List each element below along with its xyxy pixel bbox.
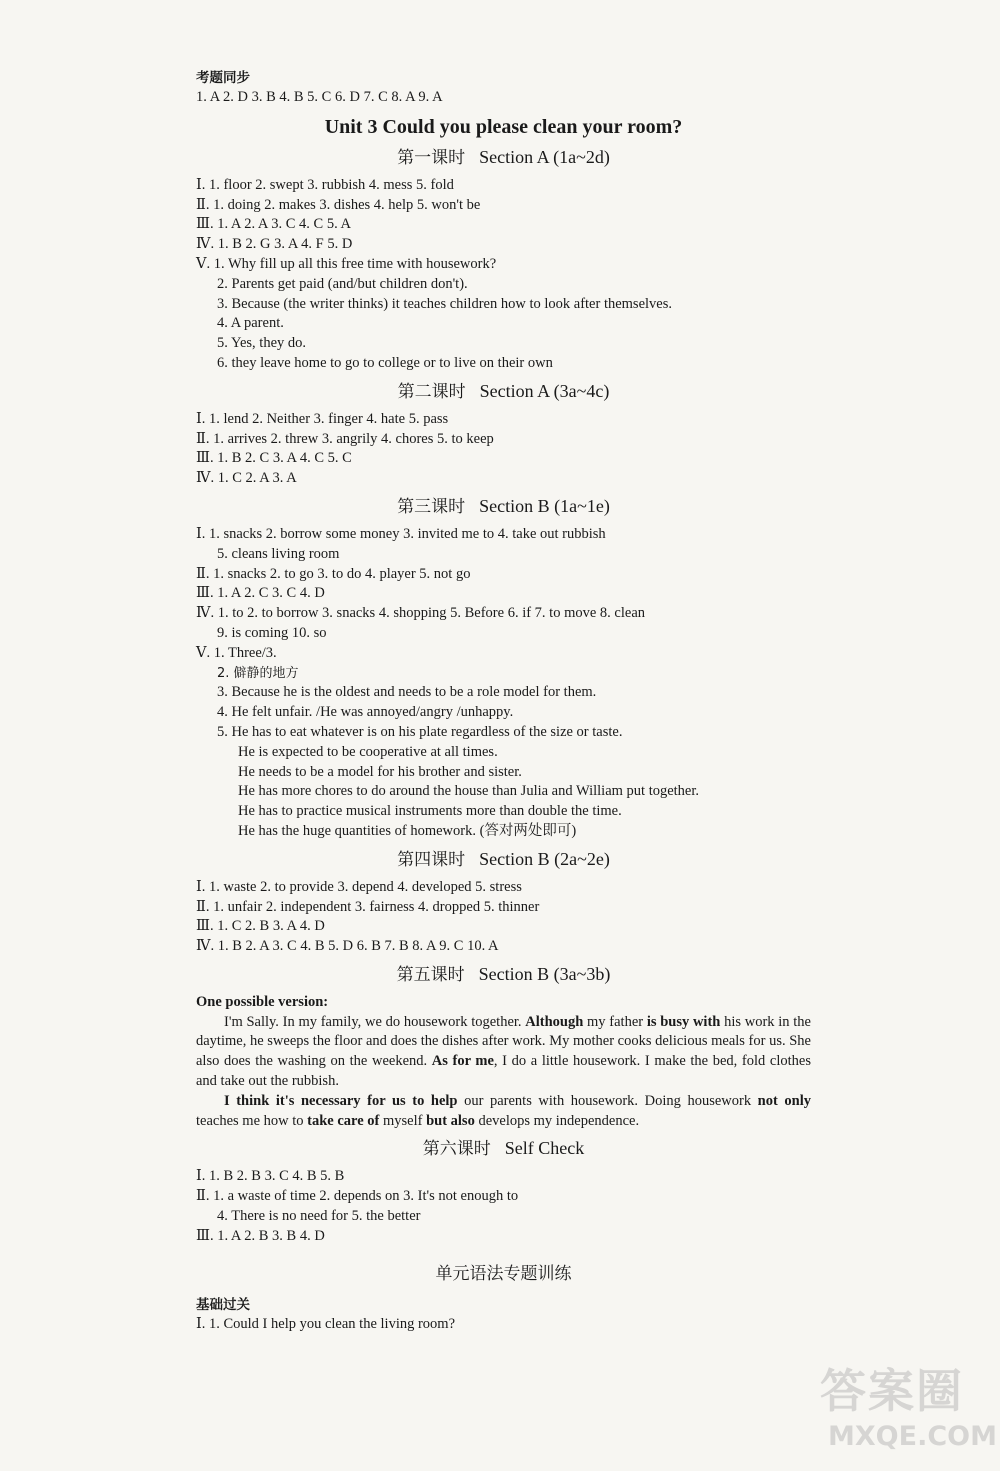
lesson-section: Section B (2a~2e): [479, 848, 610, 869]
essay-bold-phrase: but also: [426, 1112, 475, 1129]
essay-bold-phrase: is busy with: [646, 1013, 721, 1030]
lesson-heading: [196, 846, 811, 873]
lesson-heading: [196, 378, 811, 405]
grammar-subheading: 基础过关: [196, 1296, 250, 1313]
essay-text: develops my independence.: [474, 1112, 640, 1129]
answer-page: [196, 68, 811, 1334]
lesson-heading: [196, 961, 811, 988]
answer-subline: 3. Because (the writer thinks) it teaches children how to look after themselves.: [217, 295, 672, 312]
answer-subline: 3. Because he is the oldest and needs to be a role model for them.: [217, 684, 597, 701]
lesson-number: 第二课时: [397, 381, 466, 402]
lesson-number: 第五课时: [396, 964, 465, 985]
answer-line: Ⅰ. 1. waste 2. to provide 3. depend 4. developed 5. stress: [196, 878, 522, 895]
answer-subline: 4. He felt unfair. /He was annoyed/angry /unhappy.: [217, 704, 514, 721]
lesson-heading: [196, 493, 811, 520]
answer-subline: He has more chores to do around the house than Julia and William put together.: [238, 783, 700, 800]
answer-subline: 2. Parents get paid (and/but children don't).: [217, 275, 468, 292]
answer-subline: He needs to be a model for his brother and sister.: [238, 763, 522, 780]
answer-subline: 9. is coming 10. so: [217, 624, 327, 641]
essay-bold-phrase: Although: [525, 1013, 584, 1030]
lesson-heading: [196, 1135, 811, 1162]
answer-line: Ⅲ. 1. A 2. A 3. C 4. C 5. A: [196, 216, 351, 233]
essay-text: I'm Sally. In my family, we do housework together.: [224, 1013, 526, 1030]
answer-line: Ⅰ. 1. lend 2. Neither 3. finger 4. hate 5. pass: [196, 410, 449, 427]
essay-paragraph: [196, 1092, 811, 1132]
answer-line: Ⅰ. 1. B 2. B 3. C 4. B 5. B: [196, 1168, 345, 1185]
section-heading-kaoti: 考题同步: [196, 70, 250, 86]
essay-text: myself: [379, 1112, 427, 1129]
essay-bold-phrase: I think it's necessary for us to help: [224, 1092, 458, 1109]
answer-subline: [196, 664, 811, 684]
answer-subline: 6. they leave home to go to college or to live on their own: [217, 354, 553, 371]
answer-subline: 5. He has to eat whatever is on his plate regardless of the size or taste.: [217, 723, 623, 740]
answer-line: Ⅲ. 1. C 2. B 3. A 4. D: [196, 918, 325, 935]
answer-subline: He has the huge quantities of homework. (答对两处即可): [238, 822, 577, 839]
answer-line: Ⅱ. 1. arrives 2. threw 3. angrily 4. chores 5. to keep: [196, 430, 494, 447]
answer-subline: He is expected to be cooperative at all times.: [238, 743, 498, 760]
grammar-title: 单元语法专题训练: [435, 1263, 572, 1284]
answer-subline: 4. A parent.: [217, 315, 284, 332]
watermark-url: MXQE.COM: [828, 1421, 997, 1452]
answer-line: Ⅳ. 1. C 2. A 3. A: [196, 470, 297, 487]
lesson-section: Section B (1a~1e): [479, 495, 610, 516]
lesson-number: 第四课时: [397, 849, 466, 870]
answer-line: Ⅲ. 1. B 2. C 3. A 4. C 5. C: [196, 450, 352, 467]
essay-text: , I do a little housework. I make the bed, fold clothes and take out the rubbish.: [196, 1053, 811, 1090]
unit-title: Unit 3 Could you please clean your room?: [324, 115, 683, 138]
answer-line: Ⅴ. 1. Why fill up all this free time with housework?: [196, 255, 497, 272]
answer-subline: He has to practice musical instruments more than double the time.: [238, 803, 622, 820]
answer-line: Ⅰ. 1. snacks 2. borrow some money 3. invited me to 4. take out rubbish: [196, 525, 606, 542]
essay-text: his work in the daytime, he sweeps the floor and does the dishes after work. My mother cooks delicious meals for us. She also does the washing on the weekend.: [196, 1013, 811, 1070]
answer-line: Ⅳ. 1. B 2. G 3. A 4. F 5. D: [196, 236, 353, 253]
watermark-logo-text: 答案圈: [820, 1364, 964, 1418]
version-label: One possible version:: [196, 993, 329, 1010]
answer-subline: 4. There is no need for 5. the better: [217, 1208, 421, 1225]
essay-bold-phrase: As for me: [431, 1053, 494, 1070]
answer-line: Ⅱ. 1. doing 2. makes 3. dishes 4. help 5. won't be: [196, 196, 481, 213]
site-watermark: [820, 1355, 997, 1465]
lesson-section: Section A (3a~4c): [479, 380, 610, 401]
essay-text: our parents with housework. Doing housework: [457, 1092, 758, 1109]
answer-subline: 5. Yes, they do.: [217, 335, 307, 352]
answer-line: Ⅰ. 1. Could I help you clean the living room?: [196, 1315, 456, 1332]
lesson-number: 第六课时: [422, 1139, 491, 1160]
lesson-section: Section A (1a~2d): [479, 146, 610, 167]
answer-line: Ⅰ. 1. floor 2. swept 3. rubbish 4. mess 5. fold: [196, 176, 454, 193]
essay-paragraph: [196, 1013, 811, 1092]
answer-line: Ⅲ. 1. A 2. B 3. B 4. D: [196, 1227, 325, 1244]
lesson-number: 第一课时: [397, 147, 466, 168]
essay-bold-phrase: not only: [757, 1092, 811, 1109]
lesson-number: 第三课时: [397, 496, 466, 517]
lesson-section: Self Check: [504, 1138, 585, 1159]
answer-line: Ⅲ. 1. A 2. C 3. C 4. D: [196, 585, 325, 602]
answer-line: Ⅴ. 1. Three/3.: [196, 644, 277, 661]
answer-line: Ⅳ. 1. to 2. to borrow 3. snacks 4. shopping 5. Before 6. if 7. to move 8. clean: [196, 605, 646, 622]
essay-text: my father: [583, 1013, 647, 1030]
answer-line: Ⅳ. 1. B 2. A 3. C 4. B 5. D 6. B 7. B 8. A 9. C 10. A: [196, 938, 499, 955]
answer-subline: 5. cleans living room: [217, 545, 340, 562]
answer-line: Ⅱ. 1. unfair 2. independent 3. fairness 4. dropped 5. thinner: [196, 898, 540, 915]
answer-line: Ⅱ. 1. a waste of time 2. depends on 3. It's not enough to: [196, 1188, 519, 1205]
answer-line: 1. A 2. D 3. B 4. B 5. C 6. D 7. C 8. A 9. A: [196, 89, 443, 105]
answer-line: Ⅱ. 1. snacks 2. to go 3. to do 4. player 5. not go: [196, 565, 471, 582]
essay-bold-phrase: take care of: [307, 1112, 380, 1129]
lesson-heading: [196, 144, 811, 171]
lesson-section: Section B (3a~3b): [478, 963, 611, 984]
answer-cn-text: 2. 僻静的地方: [217, 665, 299, 681]
essay-text: teaches me how to: [196, 1112, 308, 1129]
